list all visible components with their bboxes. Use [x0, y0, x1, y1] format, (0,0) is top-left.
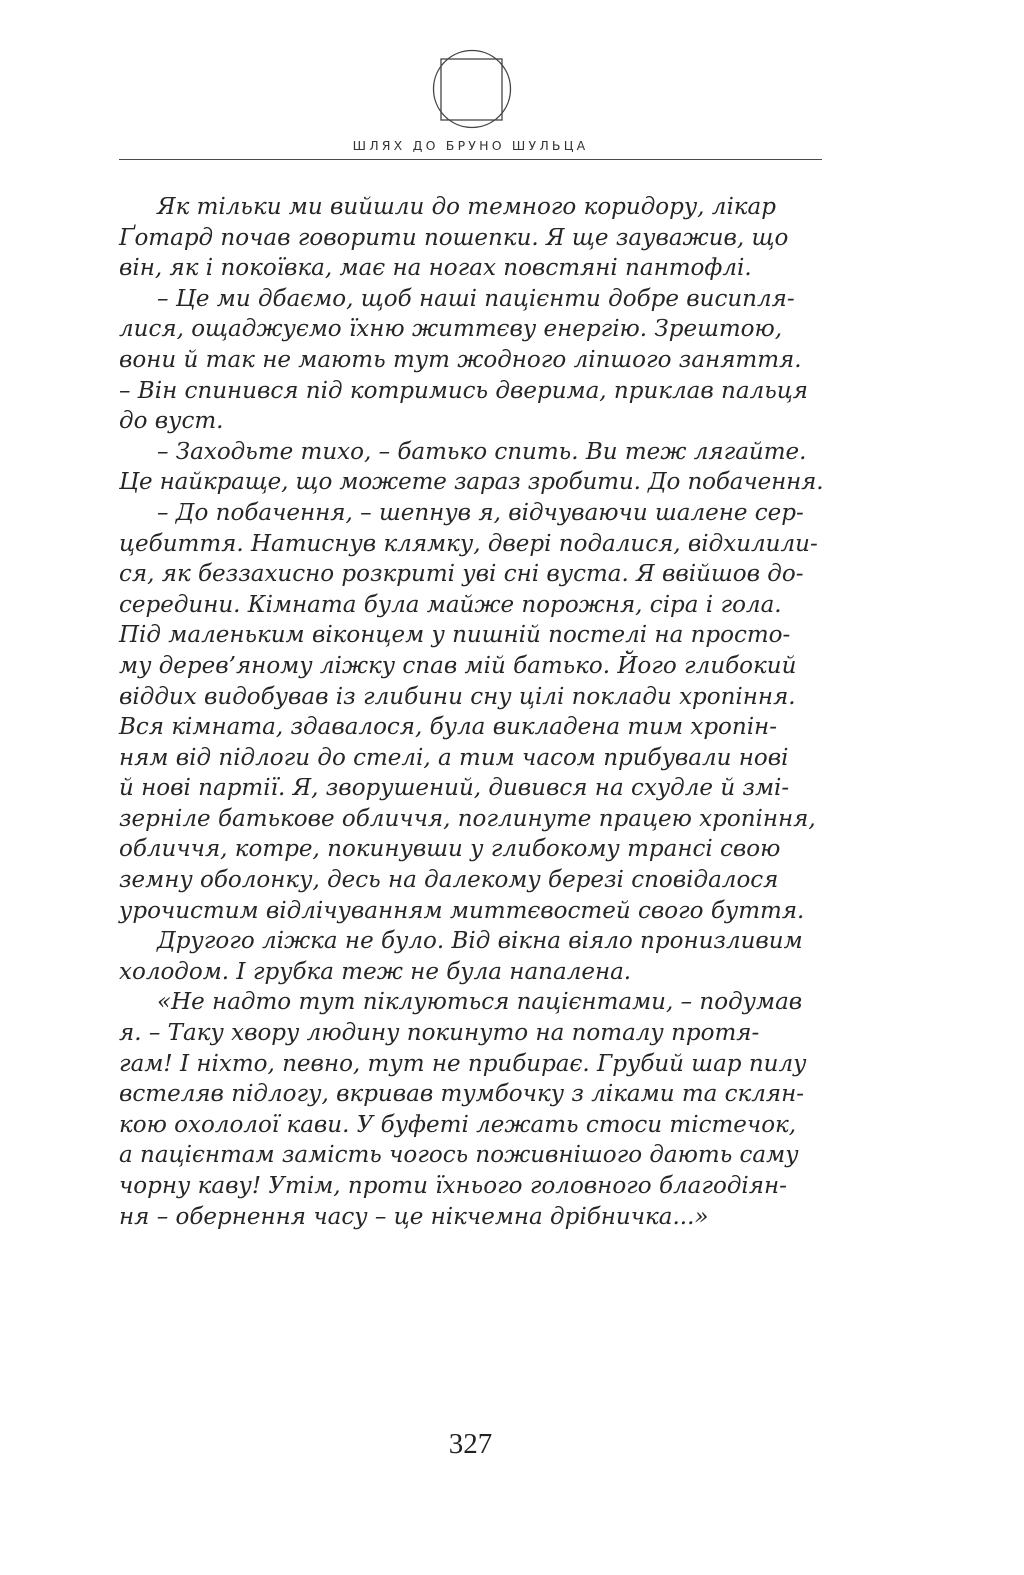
text-line: холодом. І грубка теж не була напалена.	[119, 958, 632, 985]
text-line: встеляв підлогу, вкривав тумбочку з ліками та склян-	[119, 1081, 805, 1108]
text-line: чорну каву! Утім, проти їхнього головного благодіян-	[119, 1173, 787, 1199]
header-rule	[119, 159, 822, 160]
text-line: Під маленьким віконцем у пишній постелі на просто-	[119, 622, 791, 649]
text-line: земну оболонку, десь на далекому березі сповідалося	[119, 867, 779, 894]
text-line: – До побачення, – шепнув я, відчуваючи шалене сер-	[157, 499, 804, 526]
text-line: вони й так не мають тут жодного ліпшого заняття.	[119, 346, 802, 373]
text-line: ся, як беззахисно розкриті уві сні вуста. Я ввійшов до-	[119, 561, 804, 588]
text-line: – Заходьте тихо, – батько спить. Ви теж лягайте.	[157, 438, 807, 465]
circle-square-logo-icon	[431, 48, 513, 130]
text-line: лися, ощаджуємо їхню життєву енергію. Зрештою,	[119, 316, 783, 343]
page-number: 327	[448, 1428, 493, 1460]
text-line: я. – Таку хвору людину покинуто на поталу протя-	[119, 1020, 760, 1047]
text-line: ням від підлоги до стелі, а тим часом прибували нові	[119, 744, 789, 771]
text-line: зерніле батькове обличчя, поглинуте працею хропіння,	[119, 805, 816, 832]
text-line: Як тільки ми вийшли до темного коридору, лікар	[157, 194, 776, 220]
text-line: кою охололої кави. У буфеті лежать стоси тістечок,	[119, 1111, 797, 1138]
text-line: а пацієнтам замість чогось поживнішого дають саму	[119, 1142, 799, 1169]
text-line: гам! І ніхто, певно, тут не прибирає. Грубий шар пилу	[119, 1050, 807, 1077]
text-line: віддих видобував із глибини сну цілі поклади хропіння.	[119, 683, 796, 710]
text-line: Ґотард почав говорити пошепки. Я ще зауважив, що	[119, 224, 789, 251]
text-line: Вся кімната, здавалося, була викладена тим хропін-	[119, 714, 777, 741]
text-line: – Він спинився під котримись дверима, приклав пальця	[119, 377, 809, 404]
running-head: ШЛЯХ ДО БРУНО ШУЛЬЦА	[352, 138, 589, 153]
text-line: – Це ми дбаємо, щоб наші пацієнти добре висипля-	[157, 285, 795, 312]
text-line: обличчя, котре, покинувши у глибокому трансі свою	[119, 836, 781, 863]
text-line: Це найкраще, що можете зараз зробити. До побачення.	[119, 469, 824, 496]
text-line: Другого ліжка не було. Від вікна віяло пронизливим	[157, 928, 803, 955]
body-text	[119, 192, 823, 1232]
text-line: до вуст.	[119, 408, 224, 435]
text-line: му дерев’яному ліжку спав мій батько. Його глибокий	[119, 652, 797, 679]
text-line: він, як і покоївка, має на ногах повстяні пантофлі.	[119, 255, 752, 282]
text-line: й нові партії. Я, зворушений, дивився на схудле й змі-	[119, 775, 790, 802]
text-line: цебиття. Натиснув клямку, двері подалися, відхилили-	[119, 530, 818, 557]
text-line: «Не надто тут піклуються пацієнтами, – подумав	[157, 989, 803, 1016]
text-line: ня – обернення часу – це нікчемна дрібничка...»	[119, 1203, 709, 1230]
text-line: середини. Кімната була майже порожня, сіра і гола.	[119, 591, 782, 618]
text-line: урочистим відлічуванням миттєвостей свого буття.	[119, 897, 805, 924]
